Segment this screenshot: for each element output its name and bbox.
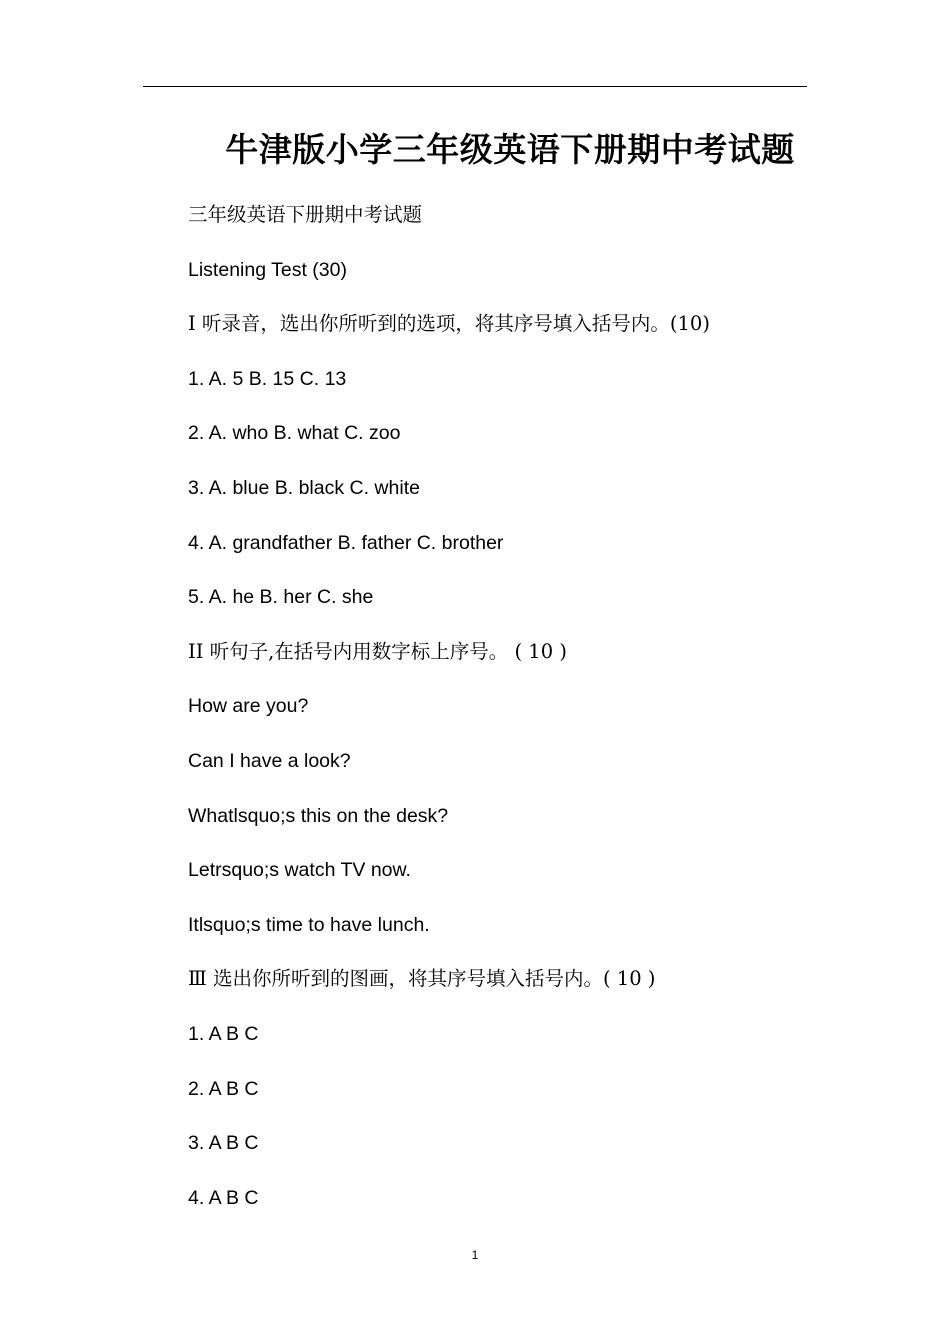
question-line: 4. A. grandfather B. father C. brother: [188, 531, 504, 554]
section-heading-part-2: II 听句子,在括号内用数字标上序号。 ( 10 ): [188, 639, 567, 663]
picture-question-line: 2. A B C: [188, 1077, 259, 1100]
sentence-line: How are you?: [188, 695, 309, 718]
picture-question-line: 4. A B C: [188, 1186, 259, 1209]
page-number: 1: [471, 1248, 479, 1262]
sentence-line: Whatlsquo;s this on the desk?: [188, 804, 449, 827]
picture-question-line: 3. A B C: [188, 1132, 259, 1155]
page-title: 牛津版小学三年级英语下册期中考试题: [225, 130, 795, 169]
sentence-line: Itlsquo;s time to have lunch.: [188, 913, 430, 936]
section-heading-part-3: Ⅲ 选出你所听到的图画，将其序号填入括号内。( 10 ): [188, 967, 656, 991]
question-line: 3. A. blue B. black C. white: [188, 476, 420, 499]
header-rule: [143, 86, 807, 87]
document-body: [188, 195, 828, 1232]
question-line: 2. A. who B. what C. zoo: [188, 422, 401, 445]
question-line: 1. A. 5 B. 15 C. 13: [188, 367, 347, 390]
picture-question-line: 1. A B C: [188, 1022, 259, 1045]
sentence-line: Letrsquo;s watch TV now.: [188, 859, 411, 882]
section-heading-part-1: I 听录音，选出你所听到的选项，将其序号填入括号内。(10): [188, 312, 710, 336]
subtitle-line: 三年级英语下册期中考试题: [188, 203, 423, 226]
question-line: 5. A. he B. her C. she: [188, 586, 374, 609]
section-heading-listening: Listening Test (30): [188, 258, 347, 281]
sentence-line: Can I have a look?: [188, 749, 351, 772]
